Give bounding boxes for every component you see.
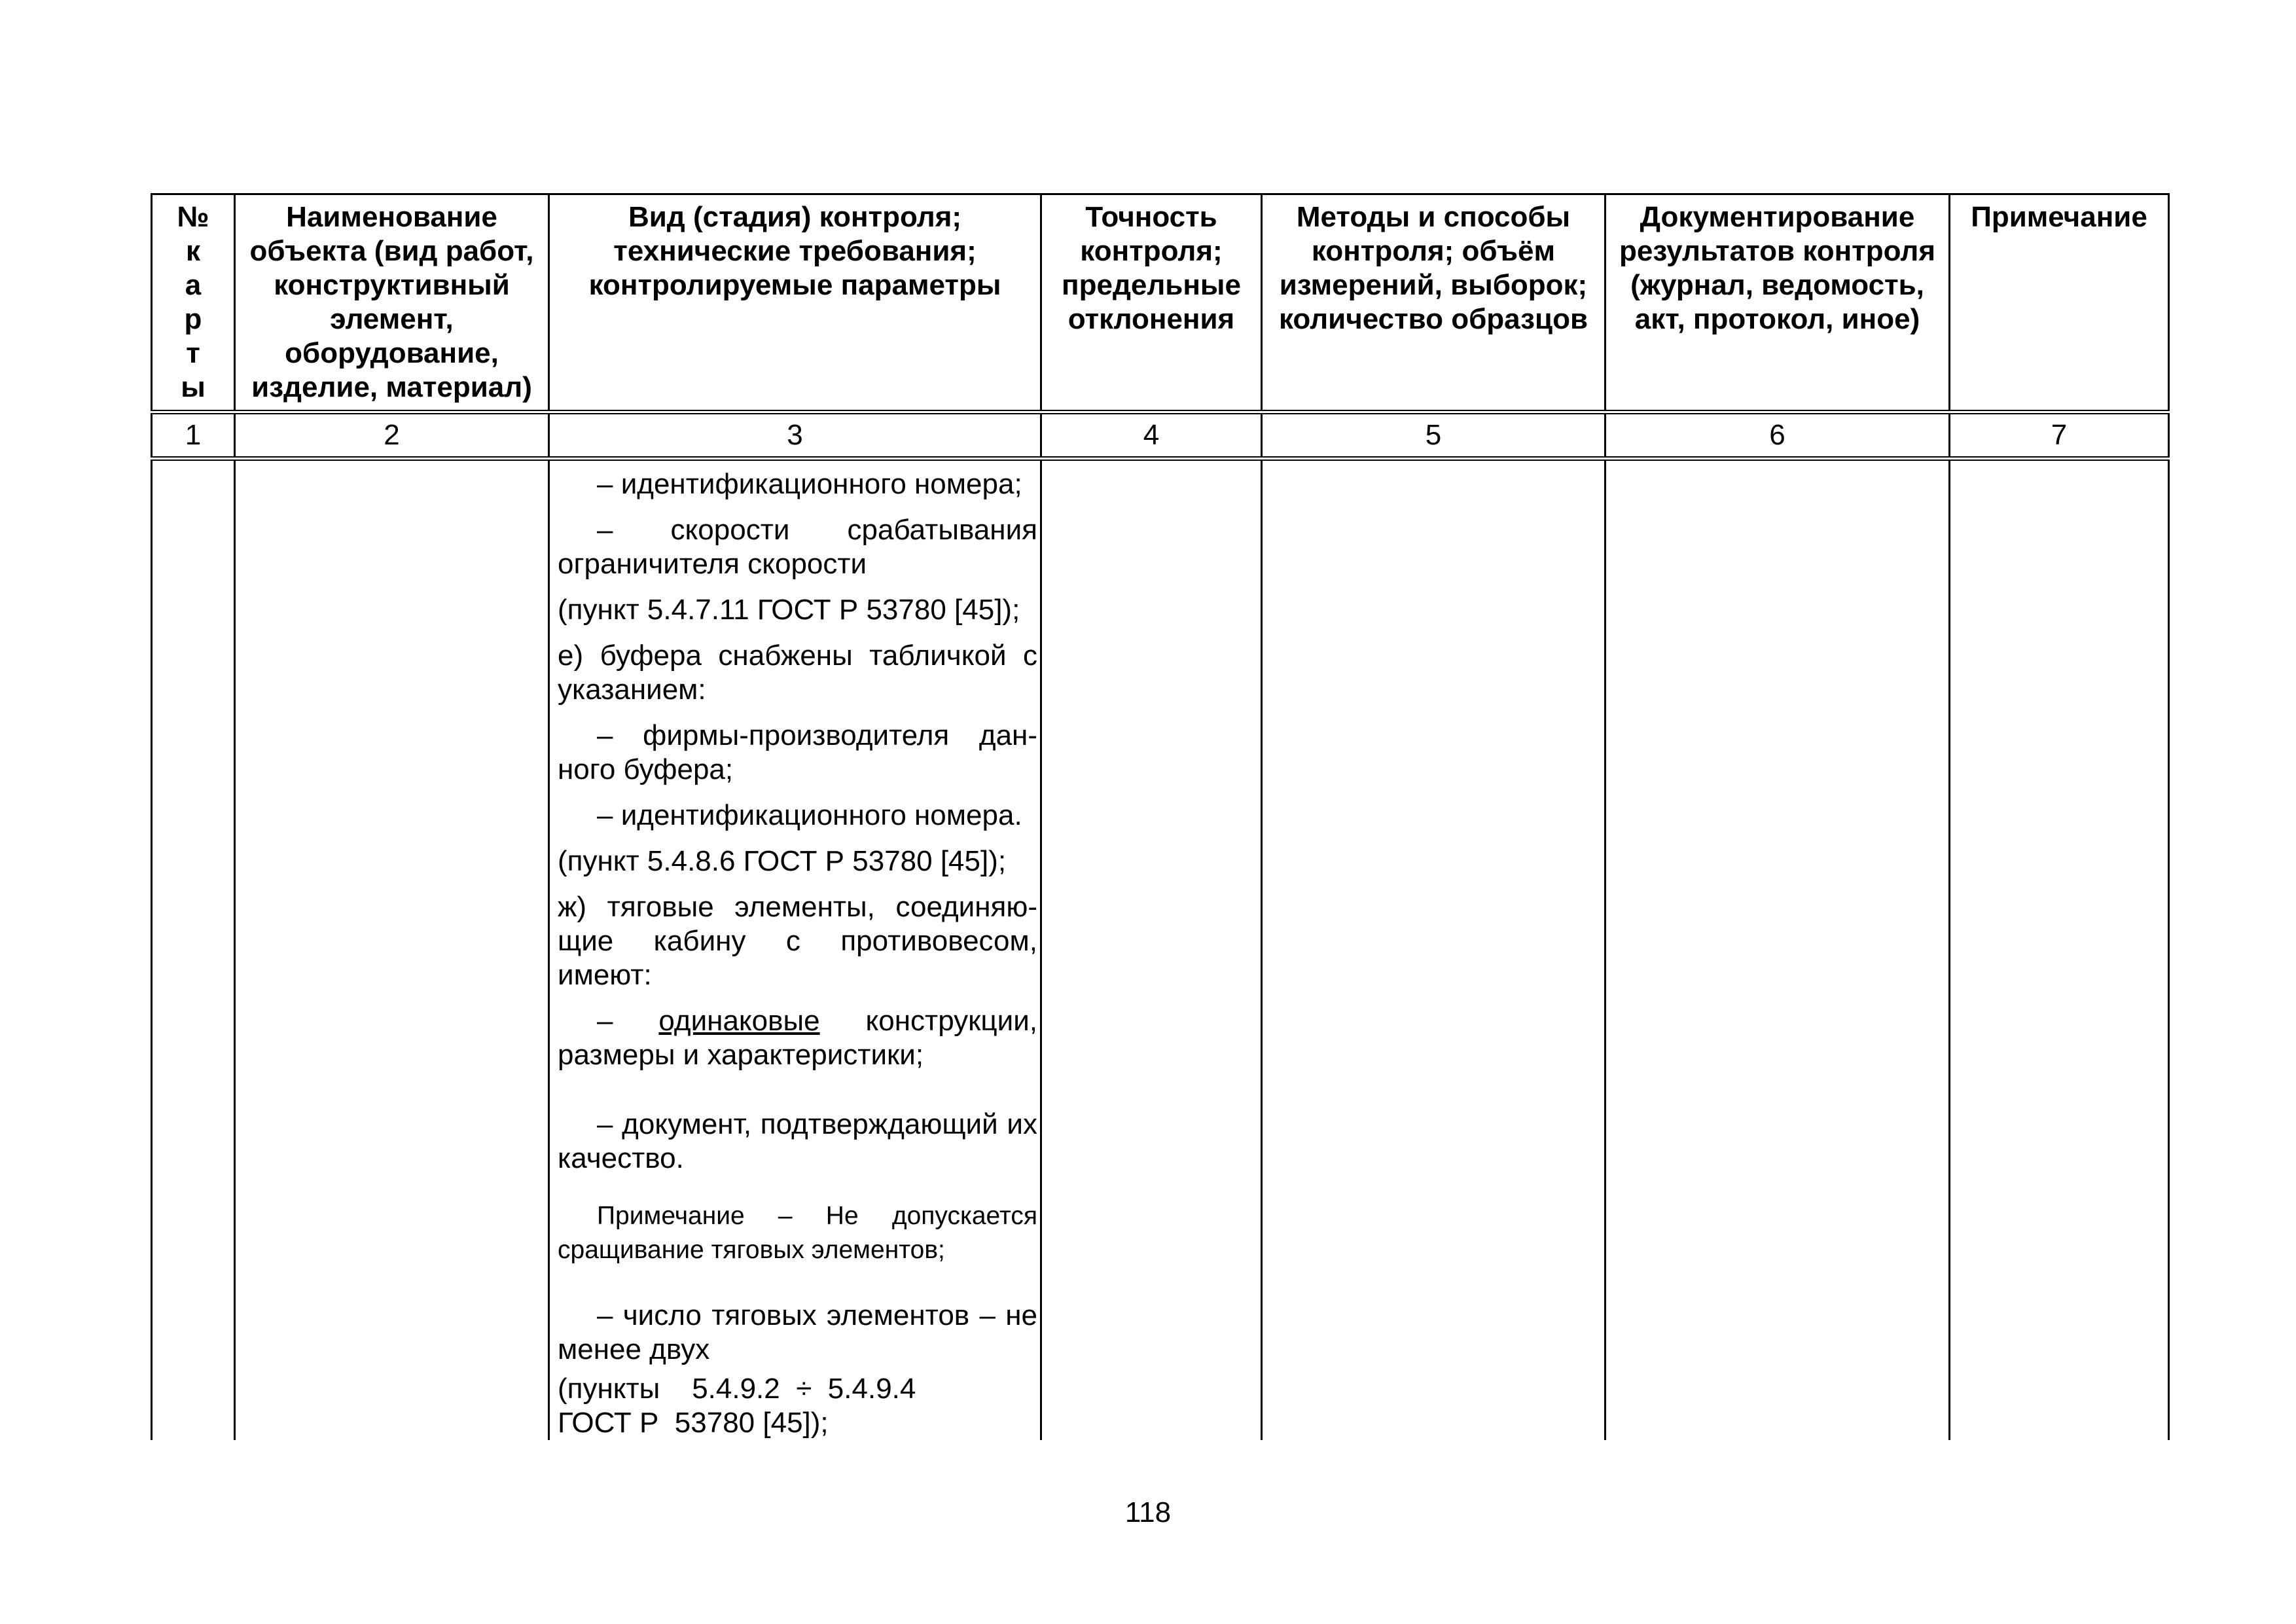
requirement-reference: (пункты 5.4.9.2 ÷ 5.4.9.4 ГОСТ Р 53780 [45]); bbox=[558, 1373, 916, 1439]
header-note: Примечание bbox=[1950, 194, 2169, 412]
control-table bbox=[151, 193, 2170, 1440]
column-numbers-row bbox=[152, 412, 2169, 459]
requirement-reference: (пункт 5.4.8.6 ГОСТ Р 53780 [45]); bbox=[558, 845, 1007, 877]
requirement-text: – идентификационного номера; bbox=[597, 468, 1022, 500]
column-number: 6 bbox=[1605, 412, 1950, 459]
column-number: 3 bbox=[549, 412, 1041, 459]
header-documenting: Документирование результатов контроля (журнал, ведомость, акт, протокол, иное) bbox=[1605, 194, 1950, 412]
requirement-text: – число тяговых элементов – не менее двух bbox=[558, 1299, 1037, 1365]
header-accuracy: Точность контроля; предельные отклонения bbox=[1041, 194, 1262, 412]
cell-requirements bbox=[549, 459, 1041, 1441]
requirement-text: – одинаковые конструкции, размеры и характеристики; bbox=[558, 1005, 1037, 1071]
requirement-text: – скорости срабатывания ограничителя скорости bbox=[558, 514, 1037, 580]
header-row bbox=[152, 194, 2169, 412]
column-number: 5 bbox=[1262, 412, 1605, 459]
cell-methods bbox=[1262, 459, 1605, 1441]
column-number: 4 bbox=[1041, 412, 1262, 459]
cell-documenting bbox=[1605, 459, 1950, 1441]
column-number: 1 bbox=[152, 412, 235, 459]
cell-card-number bbox=[152, 459, 235, 1441]
cell-note bbox=[1950, 459, 2169, 1441]
requirement-text: ж) тяговые элементы, соединяю-щие кабину с противовесом, имеют: bbox=[558, 891, 1037, 991]
requirement-note: Примечание – Не допускается сращивание тяговых элементов; bbox=[558, 1202, 1037, 1264]
header-methods: Методы и способы контроля; объём измерений, выборок; количество образцов bbox=[1262, 194, 1605, 412]
header-control-type: Вид (стадия) контроля; технические требования; контролируемые параметры bbox=[549, 194, 1041, 412]
requirement-text: – идентификационного номера. bbox=[597, 799, 1022, 831]
requirement-reference: (пункт 5.4.7.11 ГОСТ Р 53780 [45]); bbox=[558, 594, 1020, 626]
page-number: 118 bbox=[1124, 1496, 1172, 1528]
body-row bbox=[152, 459, 2169, 1441]
column-number: 2 bbox=[235, 412, 549, 459]
cell-object-name bbox=[235, 459, 549, 1441]
header-object-name: Наименование объекта (вид работ, конструктивный элемент, оборудование, изделие, материал) bbox=[235, 194, 549, 412]
requirement-text: – документ, подтверждающий их качество. bbox=[558, 1108, 1037, 1174]
requirement-text: е) буфера снабжены табличкой с указанием: bbox=[558, 640, 1037, 706]
cell-accuracy bbox=[1041, 459, 1262, 1441]
column-number: 7 bbox=[1950, 412, 2169, 459]
requirement-text: – фирмы-производителя дан-ного буфера; bbox=[558, 719, 1037, 785]
header-card-number: № к а р т ы bbox=[152, 194, 235, 412]
